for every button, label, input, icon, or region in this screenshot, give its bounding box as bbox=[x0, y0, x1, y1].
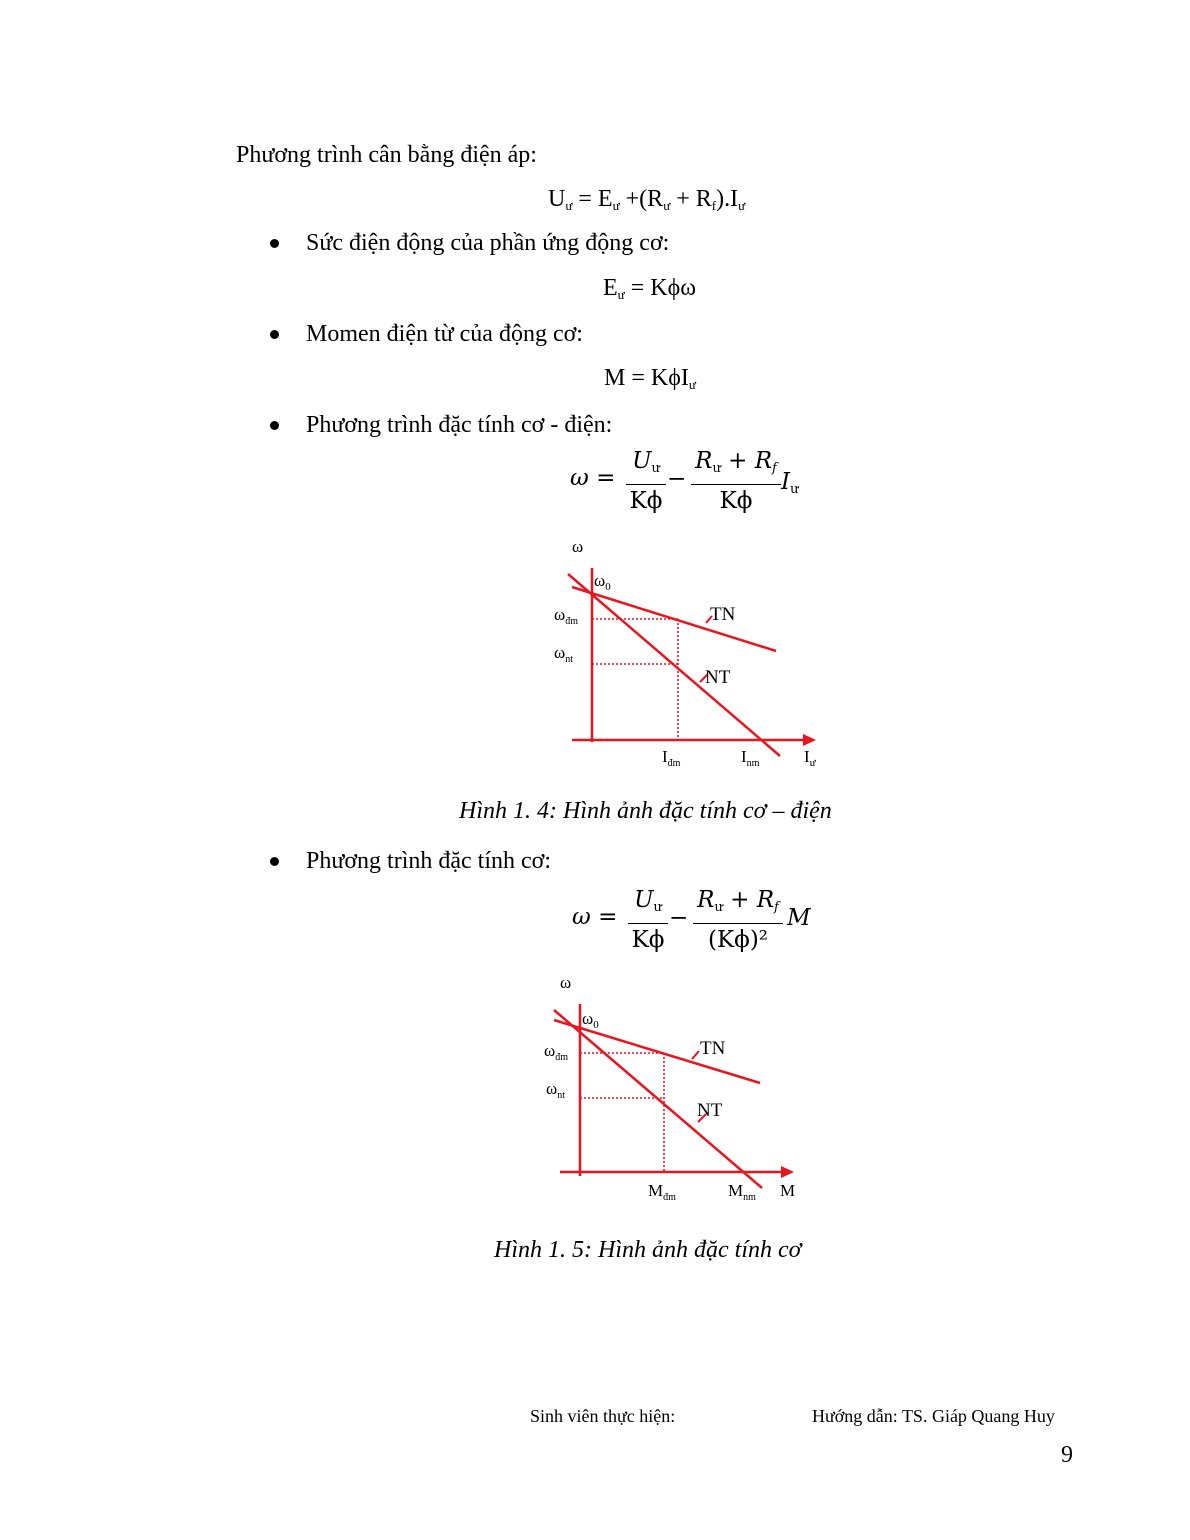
omega-lhs: ω = bbox=[572, 904, 618, 930]
bullet-emf-text: Sức điện động của phần ứng động cơ: bbox=[306, 230, 670, 256]
bullet-torque-text: Momen điện từ của động cơ: bbox=[306, 321, 583, 347]
bullet-icon bbox=[270, 857, 279, 866]
footer-advisor: Hướng dẫn: TS. Giáp Quang Huy bbox=[812, 1406, 1055, 1426]
minus-sign: − bbox=[669, 905, 689, 931]
m-nm-label: $M_{nm}$ bbox=[728, 1181, 756, 1203]
figure-2-caption: Hình 1. 5: Hình ảnh đặc tính cơ bbox=[494, 1237, 802, 1263]
intro-text: Phương trình cân bằng điện áp: bbox=[236, 142, 537, 168]
bullet-icon bbox=[270, 421, 279, 430]
artificial-characteristic-line bbox=[554, 1010, 762, 1188]
omega-nt-label: $\omega_{nt}$ bbox=[554, 643, 573, 665]
nt-label: NT bbox=[697, 1100, 723, 1121]
x-axis-label: $I_ư$ bbox=[804, 747, 816, 769]
mech-characteristic-figure bbox=[540, 970, 820, 1210]
y-axis-label: ω bbox=[572, 537, 584, 556]
natural-characteristic-line bbox=[572, 587, 776, 651]
fraction-u-over-kphi: $U_ư$ Kϕ bbox=[626, 447, 666, 515]
torque-term: M bbox=[787, 905, 811, 931]
omega0-label: $\omega_0$ bbox=[582, 1009, 599, 1031]
current-term: $I_ư$ bbox=[781, 469, 799, 497]
torque-equation: M = KϕI$_ư$ bbox=[604, 365, 696, 392]
tn-label: TN bbox=[710, 604, 736, 625]
footer-student: Sinh viên thực hiện: bbox=[530, 1406, 676, 1426]
omega-lhs: ω = bbox=[570, 465, 616, 491]
tn-label: TN bbox=[700, 1038, 726, 1059]
omega-nt-label: $\omega_{nt}$ bbox=[546, 1079, 565, 1101]
fraction-r-over-kphi-squared: $R_ư + R_f$ (Kϕ)² bbox=[693, 886, 783, 954]
x-axis-label: M bbox=[780, 1181, 796, 1200]
fraction-r-over-kphi: $R_ư + R_f$ Kϕ bbox=[691, 447, 781, 515]
natural-characteristic-line bbox=[554, 1020, 760, 1083]
page-number: 9 bbox=[1061, 1442, 1073, 1468]
bullet-mech-text: Phương trình đặc tính cơ: bbox=[306, 848, 552, 874]
omega-dm-label: $\omega_{đm}$ bbox=[554, 605, 578, 627]
x-axis-arrow-icon bbox=[781, 1166, 794, 1178]
emf-equation: $E_ư = K\phi\omega$ bbox=[603, 275, 697, 302]
y-axis-label: ω bbox=[560, 973, 572, 992]
bullet-icon bbox=[270, 330, 279, 339]
voltage-balance-equation: $U_ư = E_ư +(R_ư + R_f).I_ư$ bbox=[548, 186, 746, 213]
x-axis-arrow-icon bbox=[803, 734, 816, 746]
nt-label: NT bbox=[705, 667, 731, 688]
minus-sign: − bbox=[667, 466, 687, 492]
figure-1-caption: Hình 1. 4: Hình ảnh đặc tính cơ – điện bbox=[459, 798, 832, 824]
m-dm-label: $M_{đm}$ bbox=[648, 1181, 676, 1203]
omega-dm-label: $\omega_{đm}$ bbox=[544, 1041, 568, 1063]
bullet-electromech-text: Phương trình đặc tính cơ - điện: bbox=[306, 412, 613, 438]
omega0-label: $\omega_0$ bbox=[594, 571, 611, 593]
bullet-icon bbox=[270, 239, 279, 248]
i-nm-label: $I_{nm}$ bbox=[741, 747, 760, 769]
i-dm-label: $I_{đm}$ bbox=[662, 747, 681, 769]
fraction-u-over-kphi: $U_ư$ Kϕ bbox=[628, 886, 668, 954]
artificial-characteristic-line bbox=[568, 574, 780, 756]
electromech-characteristic-figure bbox=[548, 530, 838, 780]
